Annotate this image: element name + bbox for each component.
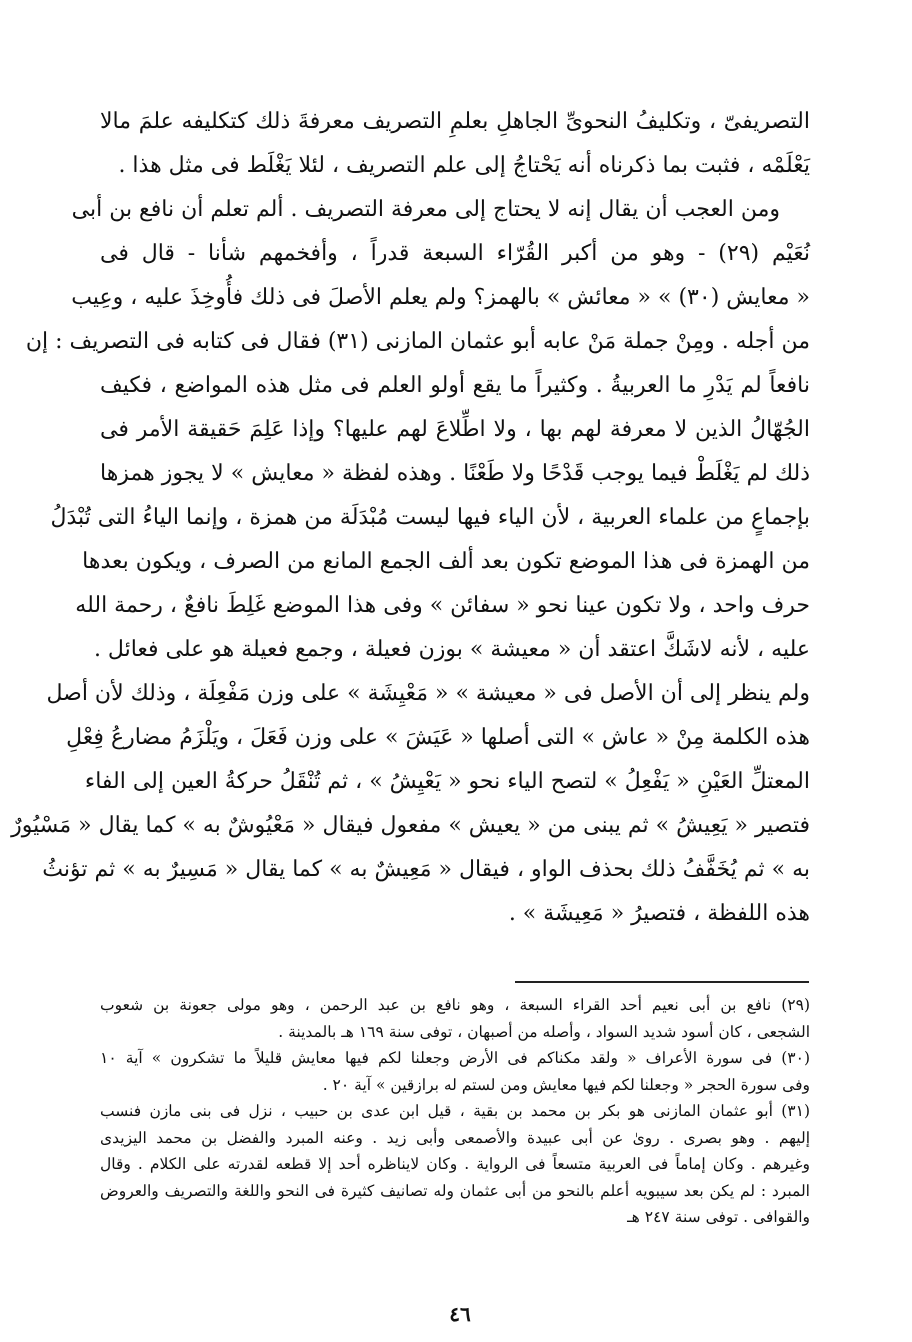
body-line-4: نُعَيْم (٢٩) - وهو من أكبر القُرّاء السبعة قدراً ، وأفخمهم شأنا - قال فى	[100, 241, 810, 266]
footnote-line-4: وفى سورة الحجر « وجعلنا لكم فيها معايش ومن لستم له برازقين » آية ٢٠ .	[322, 1075, 810, 1094]
body-line-11: من الهمزة فى هذا الموضع تكون بعد ألف الجمع المانع من الصرف ، ويكون بعدها	[82, 549, 810, 574]
body-line-7: نافعاً لم يَدْرِ ما العربيةُ . وكثيراً ما يقع أولو العلم فى مثل هذه المواضع ، فكيف	[100, 373, 810, 398]
body-line-2: يَعْلَمْه ، فثبت بما ذكرناه أنه يَحْتاجُ إلى علم التصريف ، لئلا يَغْلَط فى مثل هذا .	[118, 153, 810, 178]
footnote-line-9: والقوافى . توفى سنة ٢٤٧ هـ	[627, 1208, 810, 1226]
footnote-line-8: المبرد : لم يكن بعد سيبويه أعلم بالنحو من أبى عثمان وله تصانيف كثيرة فى النحو واللغة والتصريف والعروض	[100, 1181, 810, 1200]
footnote-line-1: (٢٩) نافع بن أبى نعيم أحد القراء السبعة ، وهو نافع بن عبد الرحمن ، وهو مولى جعونة بن شعوب	[100, 996, 810, 1014]
footnote-line-2: الشجعى ، كان أسود شديد السواد ، وأصله من أصبهان ، توفى سنة ١٦٩ هـ بالمدينة .	[278, 1022, 810, 1041]
body-line-17: فتصير « يَعِيشُ » ثم يبنى من « يعيش » مفعول فيقال « مَعْيُوشٌ به » كما يقال « مَسْيُورٌ	[11, 813, 810, 838]
body-line-19: هذه اللفظة ، فتصيرُ « مَعِيشَة » .	[508, 901, 810, 926]
body-line-16: المعتلِّ العَيْنِ « يَفْعِلُ » لتصح الياء نحو « يَعْيِشُ » ، ثم تُنْقَلُ حركةُ العين إلى الفاء	[84, 769, 810, 794]
body-text	[11, 100, 810, 936]
body-line-5: « معايش (٣٠) » « معائش » بالهمز؟ ولم يعلم الأصلَ فى ذلك فأُوخِذَ عليه ، وعِيب	[71, 285, 810, 310]
body-line-15: هذه الكلمة مِنْ « عاش » التى أصلها « عَيَشَ » على وزن فَعَلَ ، ويَلْزَمُ مضارعُ فِعْلِ	[66, 725, 810, 750]
body-line-6: من أجله . ومِنْ جملة مَنْ عابه أبو عثمان المازنى (٣١) فقال فى كتابه فى التصريف : إن	[25, 329, 810, 354]
footnote-separator	[515, 981, 809, 983]
footnotes	[100, 992, 810, 1231]
body-line-18: به » ثم يُخَفَّفُ ذلك بحذف الواو ، فيقال « مَعِيشٌ به » كما يقال « مَسِيرٌ به » ثم تؤنثُ	[42, 857, 810, 882]
body-line-8: الجُهّالُ الذين لا معرفة لهم بها ، ولا اطِّلاعَ لهم عليها؟ وإذا عَلِمَ حَقيقة الأمر فى	[100, 417, 810, 442]
body-line-13: عليه ، لأنه لاشَكَّ اعتقد أن « معيشة » بوزن فعيلة ، وجمع فعيلة هو على فعائل .	[93, 637, 810, 662]
body-line-10: بإجماعٍ من علماء العربية ، لأن الياء فيها ليست مُبْدَلَة من همزة ، وإنما الياءُ التى تُبْدَلُ	[50, 505, 810, 530]
body-line-14: ولم ينظر إلى أن الأصل فى « معيشة » « مَعْيِشَة » على وزن مَفْعِلَة ، وذلك لأن أصل	[46, 681, 810, 706]
footnote-line-5: (٣١) أبو عثمان المازنى هو بكر بن محمد بن بقية ، قيل ابن عدى بن حبيب ، نزل فى بنى مازن فنسب	[100, 1102, 810, 1120]
footnote-line-3: (٣٠) فى سورة الأعراف « ولقد مكناكم فى الأرض وجعلنا لكم فيها معايش قليلاً ما تشكرون » آية ١٠	[100, 1049, 810, 1067]
body-line-12: حرف واحد ، ولا تكون عينا نحو « سفائن » وفى هذا الموضع غَلِطَ نافعٌ ، رحمة الله	[75, 593, 810, 618]
page-number: ٤٦	[449, 1302, 471, 1326]
footnote-line-7: وغيرهم . وكان إماماً فى العربية متسعاً فى الرواية . وكان لايناظره أحد إلا قطعه لقدرته على الكلام . وقال	[100, 1155, 810, 1173]
body-line-1: التصريفىّ ، وتكليفُ النحوىِّ الجاهلِ بعلمِ التصريف معرفةَ ذلك كتكليفه علمَ مالا	[100, 109, 810, 134]
body-line-3: ومن العجب أن يقال إنه لا يحتاج إلى معرفة التصريف . ألم تعلم أن نافع بن أبى	[71, 197, 780, 222]
footnote-line-6: إليهم . وهو بصرى . روىٰ عن أبى عبيدة والأصمعى وأبى زيد . وعنه المبرد والفضل بن محمد اليزيدى	[100, 1128, 810, 1147]
body-line-9: ذلك لم يَغْلَطْ فيما يوجب قَدْحًا ولا طَعْنًا . وهذه لفظة « معايش » لا يجوز همزها	[100, 461, 810, 486]
